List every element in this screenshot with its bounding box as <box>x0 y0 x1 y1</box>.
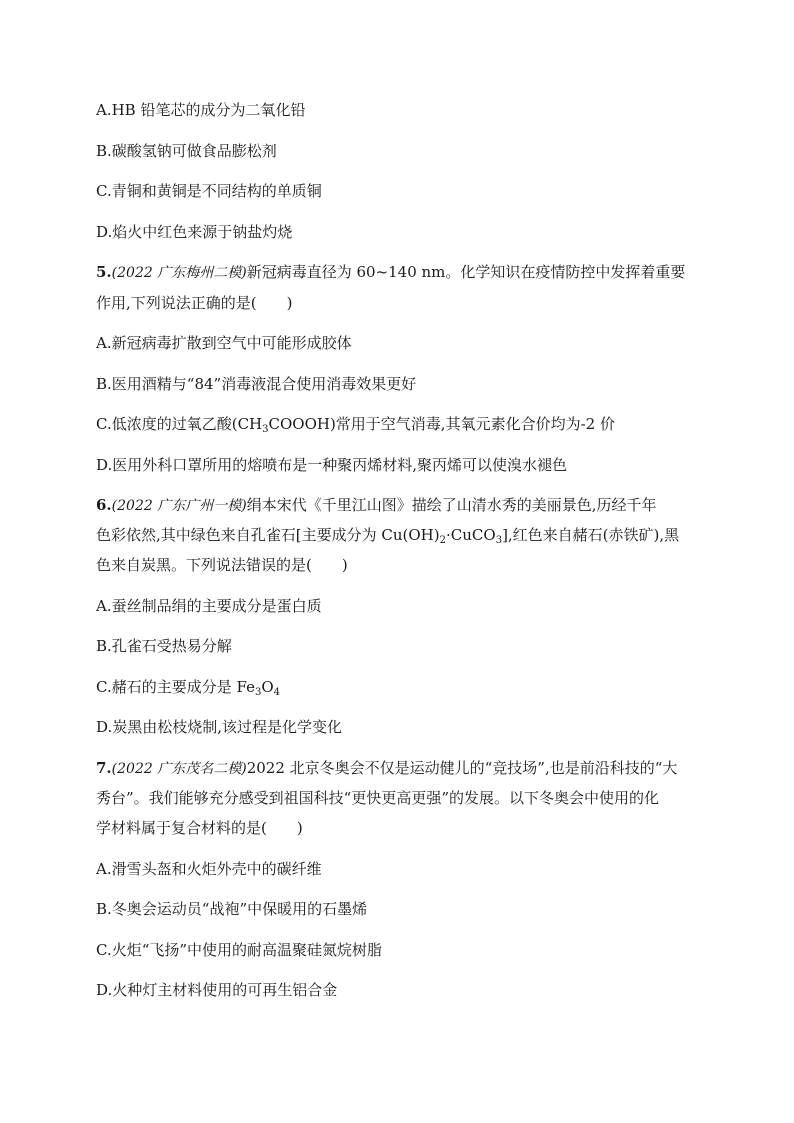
q6-number: 6. <box>96 496 112 514</box>
q6-stem-line2-sub-1: 2 <box>439 535 446 546</box>
q5-option-c-text-2: COOOH)常用于空气消毒,其氧元素化合价均为-2 价 <box>268 415 615 433</box>
q7-stem-line1 <box>96 758 677 779</box>
q5-stem-text: 新冠病毒直径为 60~140 nm。化学知识在疫情防控中发挥着重要 <box>246 263 686 281</box>
q7-stem-text: 2022 北京冬奥会不仅是运动健儿的“竞技场”,也是前沿科技的“大 <box>246 759 678 777</box>
q5-number: 5. <box>96 263 112 281</box>
q6-stem-line2-text-1: 色彩依然,其中绿色来自孔雀石[主要成分为 Cu(OH) <box>96 526 440 544</box>
q7-option-b: B.冬奥会运动员“战袍”中保暖用的石墨烯 <box>96 900 368 918</box>
q6-option-c-sub-2: 4 <box>273 687 281 698</box>
q5-option-a: A.新冠病毒扩散到空气中可能形成胶体 <box>96 334 352 352</box>
q5-option-b: B.医用酒精与“84”消毒液混合使用消毒效果更好 <box>96 375 417 393</box>
q7-option-c: C.火炬“飞扬”中使用的耐高温聚硅氮烷树脂 <box>96 941 383 959</box>
q4-option-a: A.HB 铅笔芯的成分为二氧化铅 <box>96 101 306 119</box>
q6-option-c-text-2: O <box>261 678 274 696</box>
q6-stem-line3: 色来自炭黑。下列说法错误的是( ) <box>96 556 348 574</box>
q6-option-a: A.蚕丝制品绢的主要成分是蛋白质 <box>96 597 322 615</box>
q5-source: (2022 广东梅州二模) <box>111 265 247 281</box>
q5-stem-line1 <box>96 262 685 283</box>
q7-option-a: A.滑雪头盔和火炬外壳中的碳纤维 <box>96 860 322 878</box>
q7-source: (2022 广东茂名二模) <box>111 761 247 777</box>
q5-option-c-subscript: 3 <box>262 424 269 435</box>
q6-stem-line2-sub-2: 3 <box>495 535 503 546</box>
q4-option-b: B.碳酸氢钠可做食品膨松剂 <box>96 142 277 160</box>
q6-option-c <box>96 677 280 697</box>
q7-stem-line2: 秀台”。我们能够充分感受到祖国科技“更快更高更强”的发展。以下冬奥会中使用的化 <box>96 789 660 807</box>
q6-stem-line2-text-2: ·CuCO <box>446 526 496 544</box>
q6-option-b: B.孔雀石受热易分解 <box>96 637 232 655</box>
q6-option-c-sub-1: 3 <box>254 687 262 698</box>
q6-option-c-text-1: C.赭石的主要成分是 Fe <box>96 678 255 696</box>
q7-stem-line3: 学材料属于复合材料的是( ) <box>96 819 303 837</box>
q7-option-d: D.火种灯主材料使用的可再生铝合金 <box>96 981 338 999</box>
q6-stem-line2 <box>96 525 679 545</box>
q6-source: (2022 广东广州一模) <box>111 498 247 514</box>
q4-option-c: C.青铜和黄铜是不同结构的单质铜 <box>96 182 322 200</box>
q6-stem-line1 <box>96 495 656 516</box>
q6-option-d: D.炭黑由松枝烧制,该过程是化学变化 <box>96 718 343 736</box>
q5-option-d: D.医用外科口罩所用的熔喷布是一种聚丙烯材料,聚丙烯可以使溴水褪色 <box>96 456 568 474</box>
q7-number: 7. <box>96 759 112 777</box>
q5-stem-line2: 作用,下列说法正确的是( ) <box>96 294 293 312</box>
q6-stem-text: 绢本宋代《千里江山图》描绘了山清水秀的美丽景色,历经千年 <box>246 496 657 514</box>
q5-option-c-text-1: C.低浓度的过氧乙酸(CH <box>96 415 263 433</box>
q4-option-d: D.焰火中红色来源于钠盐灼烧 <box>96 223 293 241</box>
q6-stem-line2-text-3: ],红色来自赭石(赤铁矿),黑 <box>502 526 680 544</box>
q5-option-c <box>96 414 615 434</box>
